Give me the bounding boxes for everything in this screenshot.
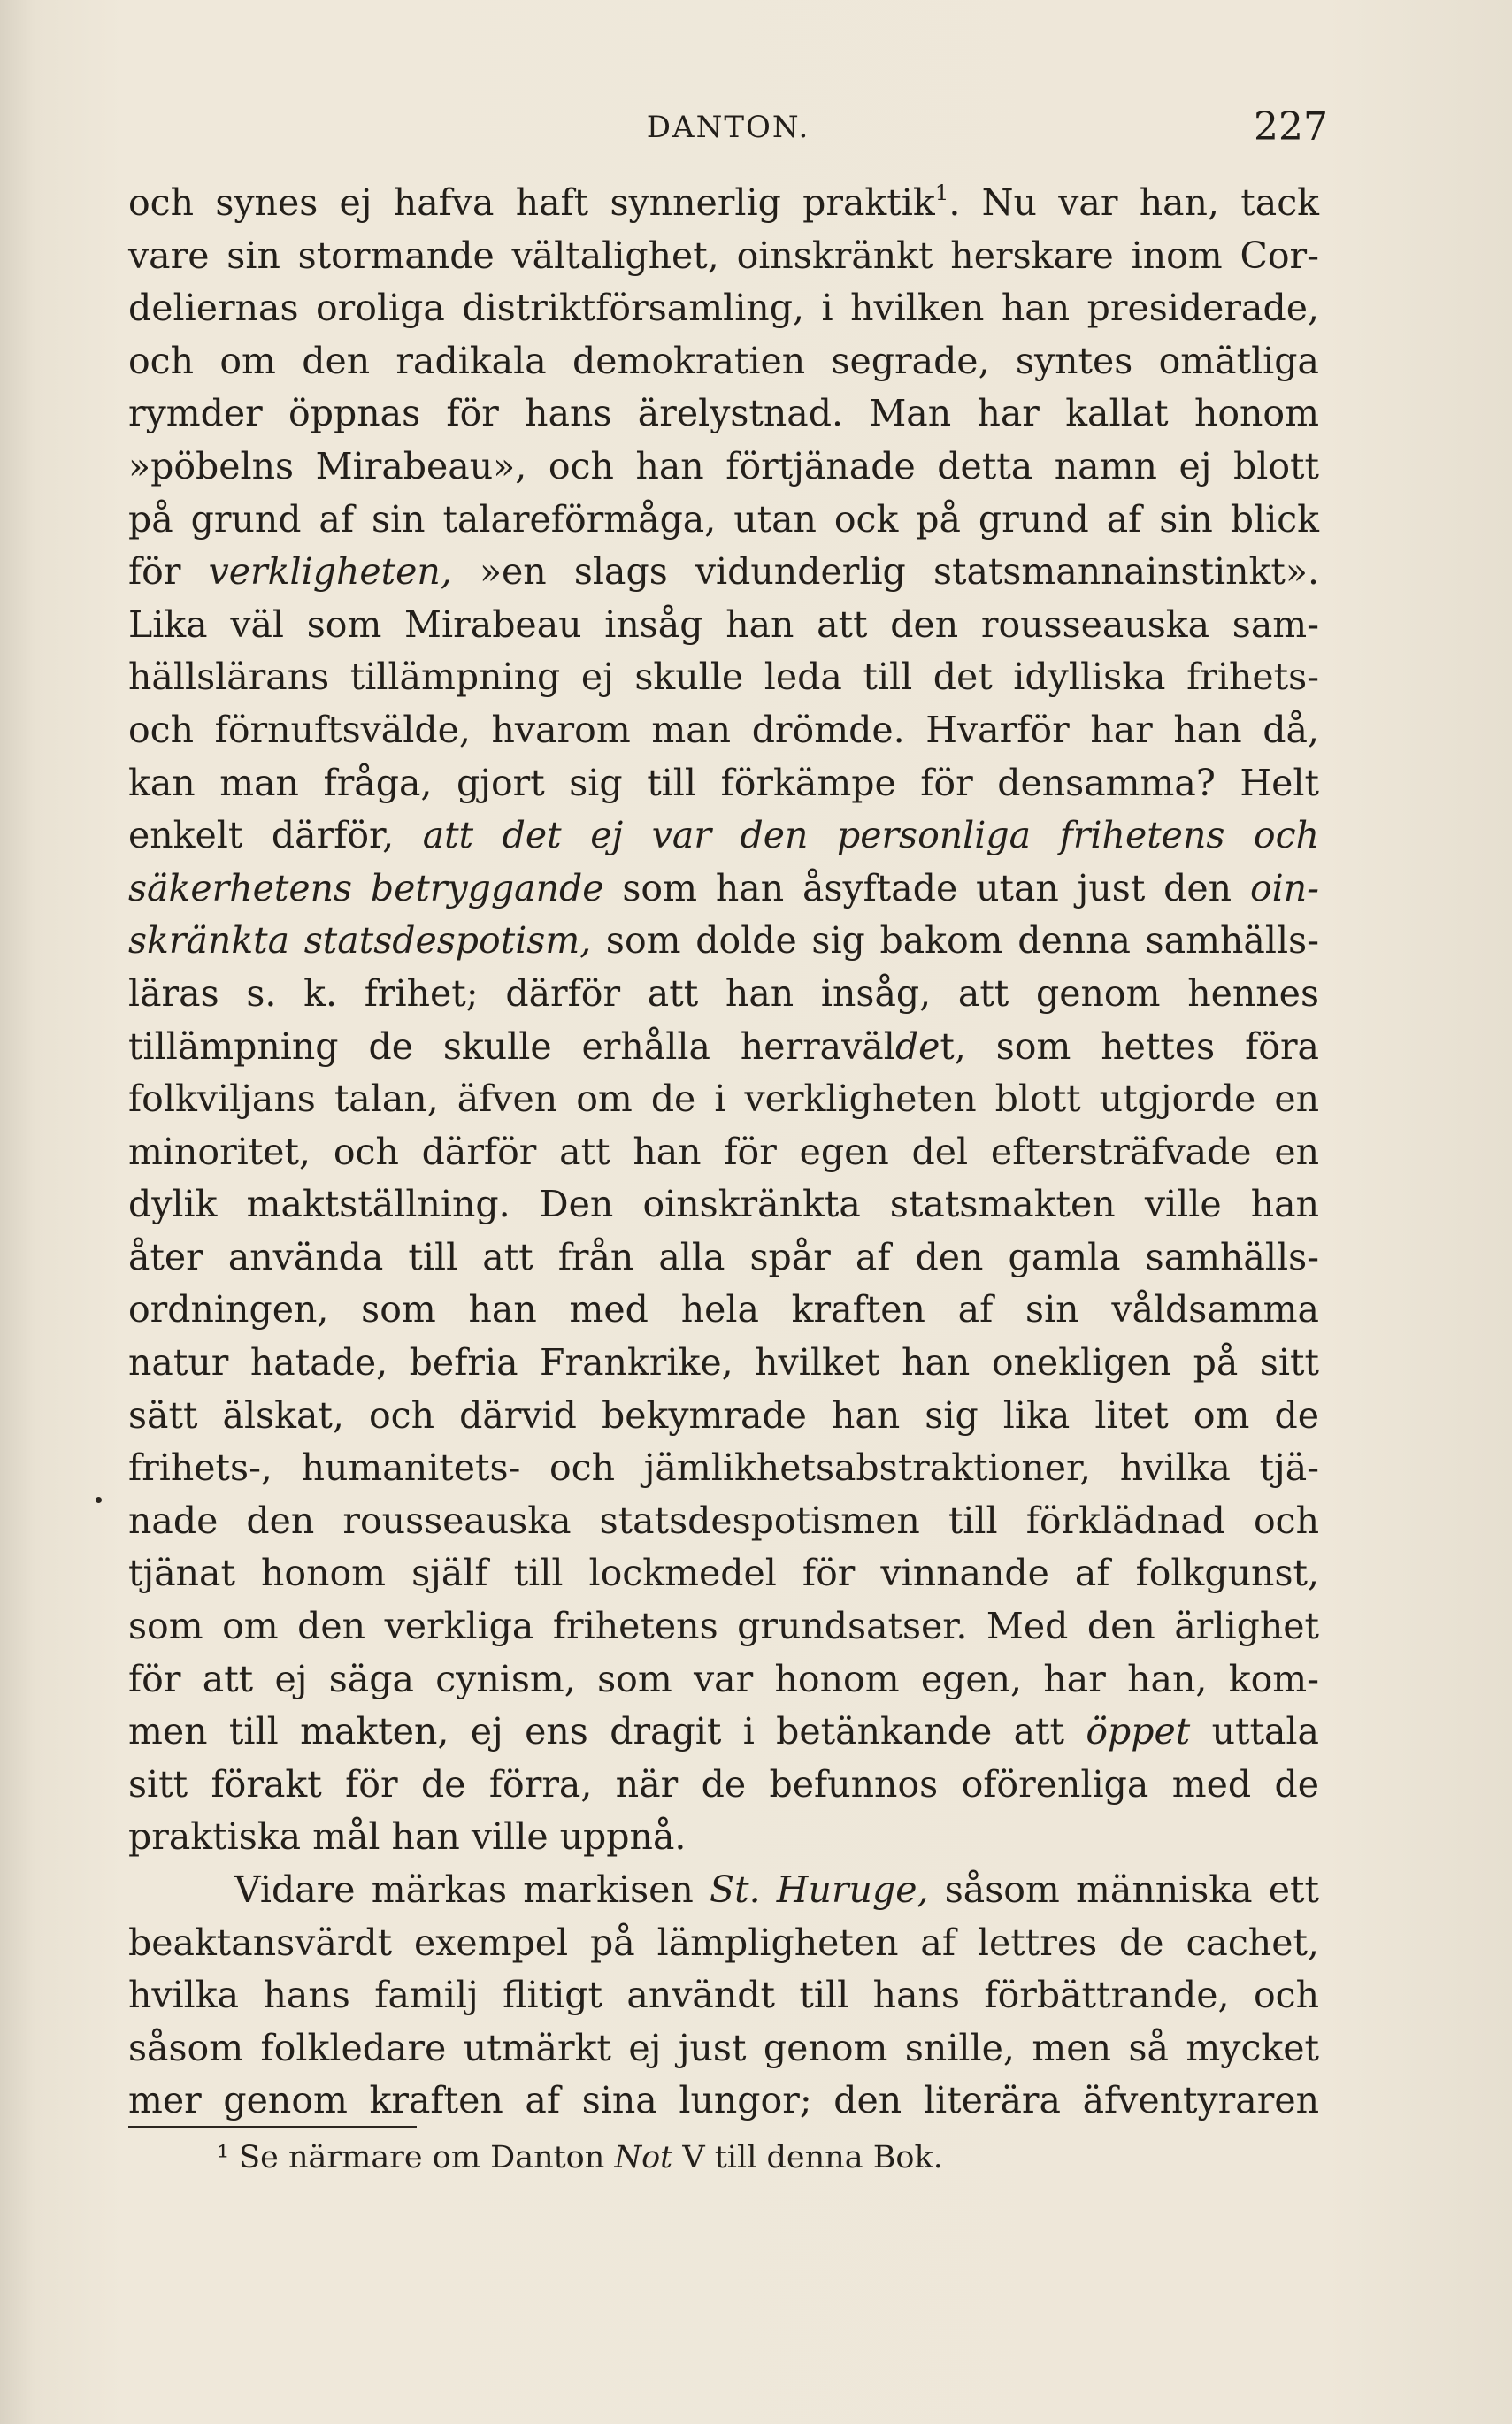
footnote-text-after: V till denna Bok. bbox=[682, 2140, 943, 2175]
text-line: hvilka hans familj flitigt användt till hans förbättrande, och bbox=[128, 1974, 1319, 2017]
text-line: säkerhetens betryggande som han åsyftade utan just den oin- bbox=[128, 866, 1319, 909]
margin-mark bbox=[96, 1497, 102, 1503]
footnote-rule bbox=[128, 2126, 417, 2128]
text-line: frihets-, humanitets- och jämlikhetsabstraktioner, hvilka tjä- bbox=[128, 1446, 1319, 1490]
text-line: på grund af sin talareförmåga, utan ock på grund af sin blick bbox=[128, 497, 1319, 541]
footnote-text-before: Se närmare om Danton bbox=[239, 2140, 605, 2175]
text-line: rymder öppnas för hans ärelystnad. Man har kallat honom bbox=[128, 392, 1319, 435]
text-line: och förnuftsvälde, hvarom man drömde. Hvarför har han då, bbox=[128, 708, 1319, 751]
text-line: för att ej säga cynism, som var honom egen, har han, kom- bbox=[128, 1657, 1319, 1700]
text-line: deliernas oroliga distriktförsamling, i hvilken han presiderade, bbox=[128, 287, 1319, 330]
text-line: praktiska mål han ville uppnå. bbox=[128, 1815, 687, 1859]
text-line: och om den radikala demokratien segrade, syntes omätliga bbox=[128, 339, 1319, 382]
footnote bbox=[217, 2136, 943, 2180]
text-line: tjänat honom själf till lockmedel för vinnande af folkgunst, bbox=[128, 1552, 1319, 1595]
text-line: sätt älskat, och därvid bekymrade han sig lika litet om de bbox=[128, 1393, 1319, 1437]
footnote-marker: ¹ bbox=[217, 2140, 230, 2175]
text-line: mer genom kraften af sina lungor; den literära äfventyraren bbox=[128, 2079, 1319, 2122]
text-line: »pöbelns Mirabeau», och han förtjänade detta namn ej blott bbox=[128, 444, 1319, 487]
text-line: som om den verkliga frihetens grundsatser. Med den ärlighet bbox=[128, 1605, 1319, 1648]
text-line: folkviljans talan, äfven om de i verkligheten blott utgjorde en bbox=[128, 1078, 1319, 1121]
text-line: enkelt därför, att det ej var den personliga frihetens och bbox=[128, 814, 1319, 857]
text-line: och synes ej hafva haft synnerlig praktik$^1$. Nu var han, tack bbox=[128, 179, 1320, 224]
text-line: hällslärans tillämpning ej skulle leda till det idylliska frihets- bbox=[128, 656, 1319, 699]
text-line: läras s. k. frihet; därför att han insåg, att genom hennes bbox=[128, 971, 1319, 1015]
text-line: åter använda till att från alla spår af den gamla samhälls- bbox=[128, 1235, 1319, 1278]
text-line: ordningen, som han med hela kraften af sin våldsamma bbox=[128, 1288, 1319, 1331]
text-line: Lika väl som Mirabeau insåg han att den rousseauska sam- bbox=[128, 602, 1319, 646]
text-line: natur hatade, befria Frankrike, hvilket han onekligen på sitt bbox=[128, 1341, 1319, 1385]
footnote-italic: Not bbox=[614, 2140, 673, 2175]
running-head bbox=[128, 104, 1328, 157]
running-title: DANTON. bbox=[646, 110, 810, 145]
text-line: beaktansvärdt exempel på lämpligheten af lettres de cachet, bbox=[128, 1921, 1319, 1964]
text-line: men till makten, ej ens dragit i betänkande att öppet uttala bbox=[128, 1710, 1319, 1753]
text-line: tillämpning de skulle erhålla herraväldet, som hettes föra bbox=[128, 1024, 1319, 1068]
text-line: Vidare märkas markisen St. Huruge, såsom människa ett bbox=[234, 1868, 1319, 1911]
text-line: dylik maktställning. Den oinskränkta statsmakten ville han bbox=[128, 1183, 1319, 1226]
text-line: sitt förakt för de förra, när de befunnos oförenliga med de bbox=[128, 1762, 1319, 1806]
text-line: vare sin stormande vältalighet, oinskränkt herskare inom Cor- bbox=[128, 234, 1319, 277]
text-line: skränkta statsdespotism, som dolde sig bakom denna samhälls- bbox=[128, 919, 1319, 963]
text-line: nade den rousseauska statsdespotismen till förklädnad och bbox=[128, 1499, 1319, 1542]
page-number: 227 bbox=[1254, 104, 1328, 150]
text-line: kan man fråga, gjort sig till förkämpe för densamma? Helt bbox=[128, 761, 1319, 804]
text-line: för verkligheten, »en slags vidunderlig statsmannainstinkt». bbox=[128, 550, 1319, 594]
body-text bbox=[128, 177, 1319, 2128]
text-line: såsom folkledare utmärkt ej just genom snille, men så mycket bbox=[128, 2026, 1319, 2069]
text-line: minoritet, och därför att han för egen del eftersträfvade en bbox=[128, 1130, 1319, 1173]
